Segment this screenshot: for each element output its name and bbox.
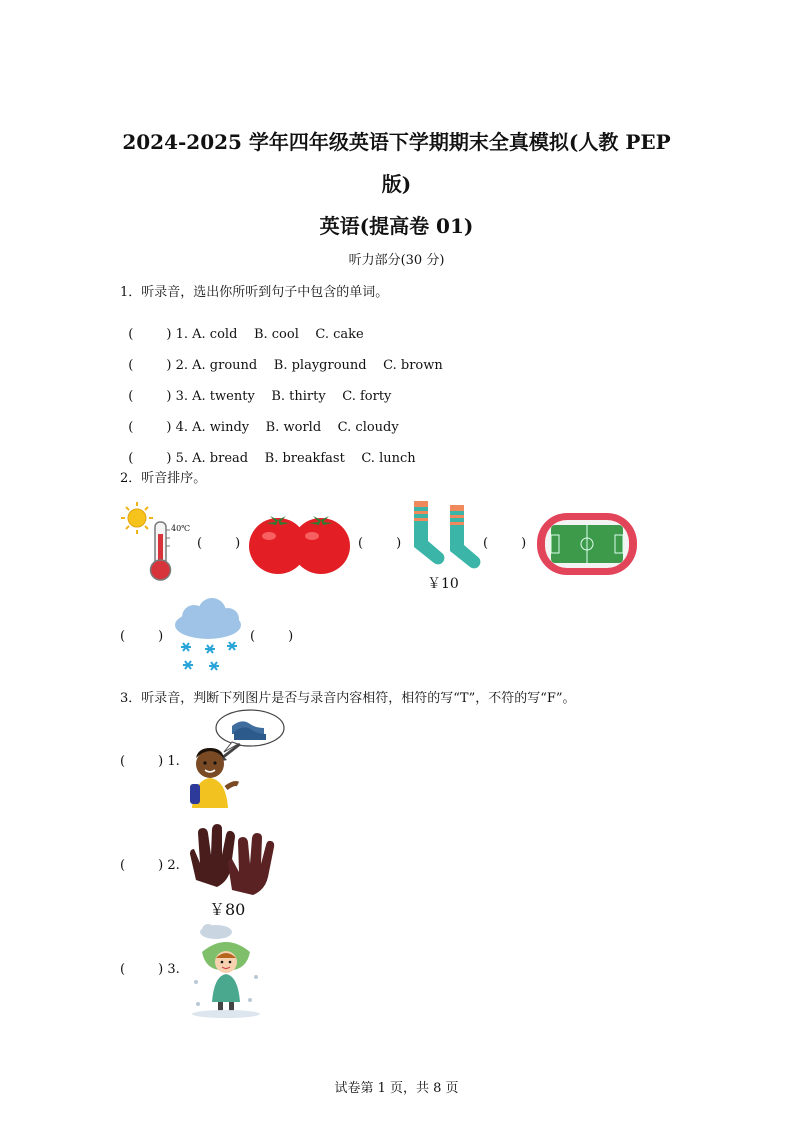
item-number: 4. xyxy=(175,420,189,435)
socks-picture xyxy=(404,499,482,571)
snow-cloud-icon xyxy=(200,924,232,939)
answer-paren[interactable]: ( ) xyxy=(120,754,164,769)
sock-icon xyxy=(450,505,480,568)
item-number: 2. xyxy=(167,858,180,873)
thermometer-label: 40℃ xyxy=(171,524,191,533)
glove-icon xyxy=(228,833,274,895)
tomato-icon xyxy=(292,516,350,574)
boy-icon xyxy=(190,748,238,808)
snowy-weather-picture xyxy=(172,597,244,673)
q1-heading: 1．听录音，选出你所听到句子中包含的单词。 xyxy=(120,285,389,300)
hot-weather-picture xyxy=(118,500,190,586)
item-number: 1. xyxy=(175,327,189,342)
option-b: B. breakfast xyxy=(264,451,345,466)
option-b: B. world xyxy=(265,420,322,435)
option-c: C. forty xyxy=(342,389,392,404)
paper-subtitle: 英语(提高卷 01) xyxy=(319,214,474,238)
q2-paren-4[interactable]: ( ) xyxy=(120,629,164,644)
option-a: A. windy xyxy=(192,420,250,435)
q2-paren-1[interactable]: ( ) xyxy=(197,536,241,551)
answer-paren[interactable]: ( ) xyxy=(128,327,172,342)
option-c: C. lunch xyxy=(361,451,416,466)
cloud-icon xyxy=(175,598,241,639)
option-c: C. cake xyxy=(315,327,364,342)
girl-icon xyxy=(202,942,250,1012)
answer-paren[interactable]: ( ) xyxy=(128,358,172,373)
title-line-1: 2024-2025 学年四年级英语下学期期末全真模拟(人教 PEP xyxy=(122,130,671,154)
playground-picture xyxy=(536,512,638,576)
option-c: C. cloudy xyxy=(337,420,399,435)
q2-heading: 2．听音排序。 xyxy=(120,471,207,486)
answer-paren[interactable]: ( ) xyxy=(128,451,172,466)
item-number: 2. xyxy=(175,358,189,373)
q2-paren-3[interactable]: ( ) xyxy=(483,536,527,551)
answer-paren[interactable]: ( ) xyxy=(128,420,172,435)
girl-in-snow-picture xyxy=(186,922,268,1020)
option-a: A. cold xyxy=(192,327,238,342)
answer-paren[interactable]: ( ) xyxy=(128,389,172,404)
option-b: B. thirty xyxy=(271,389,326,404)
sun-icon xyxy=(121,502,153,534)
q1-item-3 xyxy=(120,374,391,404)
title-line-2: 版) xyxy=(381,172,412,196)
item-number: 1. xyxy=(167,754,180,769)
answer-paren[interactable]: ( ) xyxy=(120,962,164,977)
item-number: 5. xyxy=(175,451,189,466)
item-number: 3. xyxy=(167,962,180,977)
page-footer: 试卷第 1 页，共 8 页 xyxy=(334,1081,459,1096)
sock-icon xyxy=(414,501,444,564)
q1-item-2 xyxy=(120,343,443,373)
q1-item-5 xyxy=(120,436,416,466)
option-a: A. twenty xyxy=(192,389,255,404)
thermometer-icon xyxy=(151,522,171,580)
option-b: B. cool xyxy=(253,327,299,342)
q1-item-4 xyxy=(120,405,399,435)
socks-price: ￥10 xyxy=(427,576,459,592)
snowflake-icon xyxy=(181,642,237,670)
answer-paren[interactable]: ( ) xyxy=(120,858,164,873)
gloves-price: ￥80 xyxy=(209,900,246,919)
option-c: C. brown xyxy=(383,358,443,373)
option-a: A. ground xyxy=(192,358,258,373)
section-heading: 听力部分(30 分) xyxy=(348,253,445,268)
q2-paren-5[interactable]: ( ) xyxy=(250,629,294,644)
option-b: B. playground xyxy=(273,358,367,373)
q2-paren-2[interactable]: ( ) xyxy=(358,536,402,551)
q1-item-1 xyxy=(120,312,364,342)
q3-heading: 3．听录音，判断下列图片是否与录音内容相符，相符的写“T”，不符的写“F”。 xyxy=(120,691,576,706)
q3-item-3 xyxy=(120,962,180,977)
glove-icon xyxy=(190,824,235,887)
q3-item-2 xyxy=(120,858,180,873)
tomatoes-picture xyxy=(248,510,352,576)
boy-thinking-shoes-picture xyxy=(182,708,290,810)
item-number: 3. xyxy=(175,389,189,404)
q3-item-1 xyxy=(120,754,180,769)
gloves-picture xyxy=(186,818,282,898)
option-a: A. bread xyxy=(192,451,249,466)
